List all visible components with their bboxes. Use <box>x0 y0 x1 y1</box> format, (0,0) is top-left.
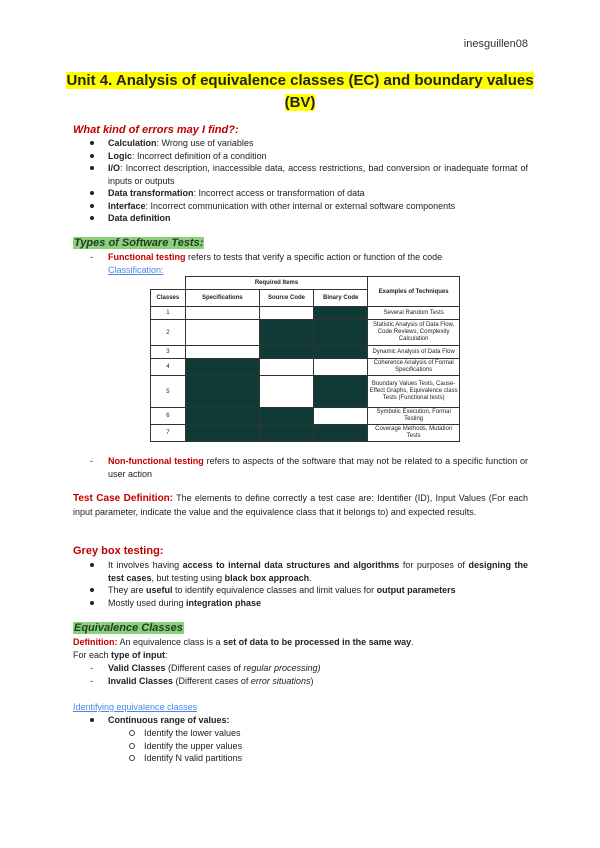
spec-cell <box>185 424 259 441</box>
list-item: Logic: Incorrect definition of a condition <box>108 150 528 163</box>
source-cell <box>259 408 313 424</box>
page-title: Unit 4. Analysis of equivalence classes (EC) and boundary values (BV) <box>66 72 534 111</box>
identifying-sublist <box>144 727 444 765</box>
list-item: Identify N valid partitions <box>144 752 444 765</box>
ec-classes-list <box>108 662 528 687</box>
source-cell <box>259 320 313 346</box>
ec-foreach: For each type of input: <box>73 650 168 660</box>
spec-cell <box>185 320 259 346</box>
list-item: - Non-functional testing refers to aspects of the software that may not be related to a specific function or user action <box>108 455 528 480</box>
list-item: Identify the upper values <box>144 740 444 753</box>
binary-cell <box>314 359 368 375</box>
spec-cell <box>185 307 259 320</box>
greybox-heading: Grey box testing: <box>73 545 164 557</box>
testcase-paragraph: Test Case Definition: The elements to define correctly a test case are: Identifier (ID), Input Values (For each input parameter, indicate the value and the equivalence class that it belongs to) and expected results. <box>73 493 528 517</box>
errors-list <box>108 137 528 225</box>
binary-cell <box>314 346 368 359</box>
source-cell <box>259 346 313 359</box>
identifying-link[interactable]: Identifying equivalence classes <box>73 702 198 712</box>
author-name: inesguillen08 <box>463 38 528 50</box>
spec-cell <box>185 346 259 359</box>
technique-cell: Boundary Values Tests, Cause-Effect Graphs, Equivalence class Tests (Functional tests) <box>368 375 460 408</box>
technique-cell: Coherence Analysis of Formal Specifications <box>368 359 460 375</box>
ec-definition: Definition: An equivalence class is a set of data to be processed in the same way. <box>73 637 414 647</box>
list-item: It involves having access to internal data structures and algorithms for purposes of designing the test cases, but testing using black box approach. <box>108 560 528 583</box>
list-item <box>108 264 528 277</box>
classes-header: Classes <box>151 290 186 307</box>
list-item: - Valid Classes (Different cases of regular processing) <box>108 662 528 675</box>
classification-link[interactable]: Classification: <box>108 264 164 275</box>
list-item: They are useful to identify equivalence classes and limit values for output parameters <box>108 584 528 597</box>
spec-cell <box>185 359 259 375</box>
list-item: - Functional testing refers to tests that verify a specific action or function of the code <box>108 251 528 264</box>
class-number-cell: 5 <box>151 375 186 408</box>
class-number-cell: 4 <box>151 359 186 375</box>
spec-cell <box>185 375 259 408</box>
spec-header: Specifications <box>185 290 259 307</box>
list-item: Data transformation: Incorrect access or transformation of data <box>108 187 528 200</box>
source-cell <box>259 307 313 320</box>
list-item: Data definition <box>108 212 528 225</box>
classification-table <box>150 276 460 442</box>
class-number-cell: 3 <box>151 346 186 359</box>
errors-heading: What kind of errors may I find?: <box>73 124 239 136</box>
source-cell <box>259 375 313 408</box>
types-list <box>108 251 528 276</box>
list-item: - Invalid Classes (Different cases of error situations) <box>108 675 528 688</box>
source-header: Source Code <box>259 290 313 307</box>
table-row <box>151 346 460 359</box>
list-item: Identify the lower values <box>144 727 444 740</box>
source-cell <box>259 424 313 441</box>
identifying-list <box>108 714 528 727</box>
technique-cell: Statistic Analysis of Data Flow, Code Reviews, Complexity Calculation <box>368 320 460 346</box>
class-number-cell: 2 <box>151 320 186 346</box>
table-row <box>151 375 460 408</box>
list-item: Calculation: Wrong use of variables <box>108 137 528 150</box>
spec-cell <box>185 408 259 424</box>
class-number-cell: 1 <box>151 307 186 320</box>
table-row <box>151 408 460 424</box>
binary-cell <box>314 408 368 424</box>
technique-cell: Several Random Tests <box>368 307 460 320</box>
technique-cell: Symbolic Execution, Formal Testing <box>368 408 460 424</box>
greybox-list <box>108 559 528 609</box>
ec-heading: Equivalence Classes <box>74 622 183 634</box>
examples-header: Examples of Techniques <box>368 277 460 307</box>
list-item: I/O: Incorrect description, inaccessible data, access restrictions, bad conversion or inadequate format of inputs or outputs <box>108 163 528 186</box>
table-row <box>151 307 460 320</box>
nonfunctional-list <box>108 455 528 480</box>
list-item: Mostly used during integration phase <box>108 597 528 610</box>
table-row <box>151 359 460 375</box>
list-item: Continuous range of values: <box>108 714 528 727</box>
technique-cell: Dynamic Analysis of Data Flow <box>368 346 460 359</box>
binary-cell <box>314 320 368 346</box>
types-heading: Types of Software Tests: <box>74 237 204 249</box>
binary-header: Binary Code <box>314 290 368 307</box>
binary-cell <box>314 307 368 320</box>
source-cell <box>259 359 313 375</box>
class-number-cell: 7 <box>151 424 186 441</box>
table-row <box>151 424 460 441</box>
required-items-header: Required Items <box>185 277 368 290</box>
table-row <box>151 320 460 346</box>
technique-cell: Coverage Methods, Mutation Tests <box>368 424 460 441</box>
class-number-cell: 6 <box>151 408 186 424</box>
list-item: Interface: Incorrect communication with other internal or external software components <box>108 200 528 213</box>
binary-cell <box>314 375 368 408</box>
binary-cell <box>314 424 368 441</box>
